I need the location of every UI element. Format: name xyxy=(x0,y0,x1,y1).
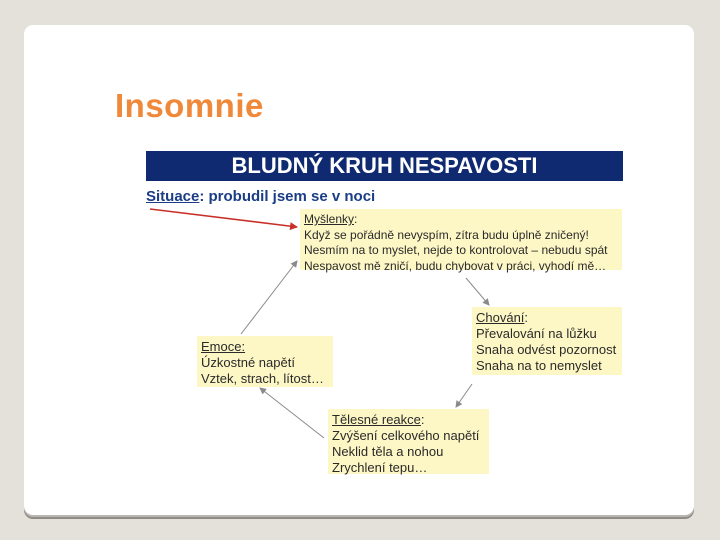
physical-line: Zrychlení tepu… xyxy=(332,460,428,475)
behavior-line: Převalování na lůžku xyxy=(476,326,597,341)
behavior-to-physical-arrow xyxy=(456,384,472,407)
physical-box: Tělesné reakce: Zvýšení celkového napětí Neklid těla a nohou Zrychlení tepu… xyxy=(328,409,489,474)
thoughts-line: Když se pořádně nevyspím, zítra budu úplně zničený! xyxy=(304,227,589,242)
situation-label: Situace xyxy=(146,188,200,205)
diagram-banner: BLUDNÝ KRUH NESPAVOSTI xyxy=(146,151,623,181)
behavior-heading: Chování xyxy=(476,310,525,325)
physical-line: Neklid těla a nohou xyxy=(332,444,444,459)
physical-heading: Tělesné reakce xyxy=(332,412,421,427)
emotions-line: Vztek, strach, lítost… xyxy=(201,371,324,386)
thoughts-line: Nesmím na to myslet, nejde to kontrolovat – nebudu spát xyxy=(304,243,608,257)
slide-title: Insomnie xyxy=(115,87,264,124)
thoughts-heading: Myšlenky xyxy=(304,212,355,226)
emotions-line: Úzkostné napětí xyxy=(201,355,295,370)
thoughts-box: Myšlenky: Když se pořádně nevyspím, zítra budu úplně zničený! Nesmím na to myslet, nejde to kontrolovat – nebudu spát Nespavost mě zničí, budu chybovat v práci, vyhodí mě… xyxy=(300,209,622,270)
behavior-line: Snaha odvést pozornost xyxy=(476,342,617,357)
emotions-heading: Emoce: xyxy=(201,339,246,354)
behavior-box: Chování: Převalování na lůžku Snaha odvést pozornost Snaha na to nemyslet xyxy=(472,307,622,375)
thoughts-line: Nespavost mě zničí, budu chybovat v práci, vyhodí mě… xyxy=(304,258,607,273)
situation-to-thoughts-arrow xyxy=(150,209,297,227)
emotions-to-thoughts-arrow xyxy=(241,261,297,334)
behavior-line: Snaha na to nemyslet xyxy=(476,358,602,373)
physical-to-emotions-arrow xyxy=(260,388,324,438)
physical-line: Zvýšení celkového napětí xyxy=(332,428,480,443)
situation-text: : probudil jsem se v noci xyxy=(199,188,376,205)
thoughts-to-behavior-arrow xyxy=(466,278,489,305)
